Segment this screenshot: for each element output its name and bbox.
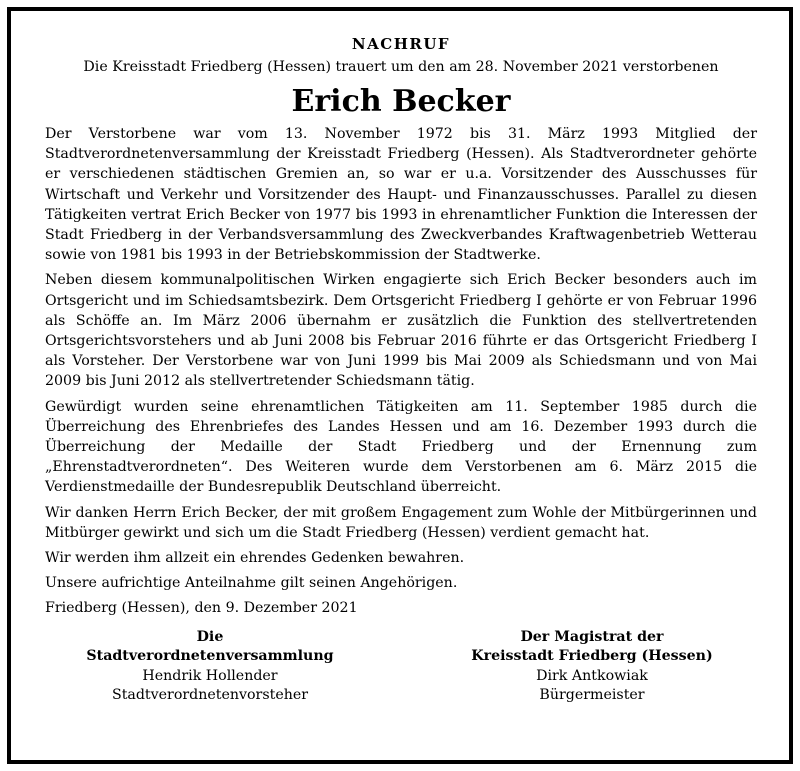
paragraph-court: Neben diesem kommunalpolitischen Wirken engagierte sich Erich Becker besonders auch im Ortsgericht und im Schiedsamtsbezirk. Dem Ortsgericht Friedberg I gehörte er von Februar 1996 als Schöffe an. Im März 2006 übernahm er zusätzlich die Funktion des stellvertretenden Ortsgerichtsvorstehers und ab Juni 2008 bis Februar 2016 führte er das Ortsgericht Friedberg I als Vorsteher. Der Verstorbene war von Juni 1999 bis Mai 2009 als Schiedsmann und von Mai 2009 bis Juni 2012 als stellvertretender Schiedsmann tätig. (45, 272, 757, 390)
signature-person: Dirk Antkowiak (536, 667, 648, 684)
notice-heading: NACHRUF (351, 35, 451, 53)
signature-magistrate (427, 628, 757, 706)
signature-role: Bürgermeister (539, 687, 645, 704)
signature-org-line2: Kreisstadt Friedberg (Hessen) (471, 648, 713, 665)
signature-org-line1: Der Magistrat der (520, 628, 664, 645)
obituary-notice (45, 32, 757, 706)
place-date: Friedberg (Hessen), den 9. Dezember 2021 (45, 600, 358, 617)
paragraph-thanks: Wir danken Herrn Erich Becker, der mit großem Engagement zum Wohle der Mitbürgerinnen und Mitbürger gewirkt und sich um die Stadt Friedberg (Hessen) verdient gemacht hat. (45, 504, 757, 541)
paragraph-honors: Gewürdigt wurden seine ehrenamtlichen Tätigkeiten am 11. September 1985 durch die Überreichung des Ehrenbriefes des Landes Hessen und am 16. Dezember 1993 durch die Überreichung der Medaille der Stadt Friedberg und der Ernennung zum „Ehrenstadtverordneten“. Des Weiteren wurde dem Verstorbenen am 6. März 2015 die Verdienstmedaille der Bundesrepublik Deutschland überreicht. (45, 398, 757, 496)
paragraph-career: Der Verstorbene war vom 13. November 1972 bis 31. März 1993 Mitglied der Stadtverordnetenversammlung der Kreisstadt Friedberg (Hessen). Als Stadtverordneter gehörte er verschiedenen städtischen Gremien an, so war er u.a. Vorsitzender des Ausschusses für Wirtschaft und Verkehr und Vorsitzender des Haupt- und Finanzausschusses. Parallel zu diesen Tätigkeiten vertrat Erich Becker von 1977 bis 1993 in ehrenamtlicher Funktion die Interessen der Stadt Friedberg in der Verbandsversammlung des Zweckverbandes Kraftwagenbetrieb Wetterau sowie von 1981 bis 1993 in der Betriebskommission der Stadtwerke. (45, 126, 757, 264)
intro-line: Die Kreisstadt Friedberg (Hessen) trauert um den am 28. November 2021 verstorbenen (83, 59, 719, 75)
signature-person: Hendrik Hollender (142, 667, 278, 684)
signature-org-line1: Die (196, 628, 224, 645)
paragraph-condolence: Unsere aufrichtige Anteilnahme gilt seinen Angehörigen. (45, 575, 458, 592)
signature-role: Stadtverordnetenvorsteher (111, 687, 309, 704)
signature-row (45, 628, 757, 706)
signature-org-line2: Stadtverordnetenversammlung (86, 648, 334, 665)
signature-council (45, 628, 375, 706)
deceased-name: Erich Becker (291, 84, 511, 119)
paragraph-remembrance: Wir werden ihm allzeit ein ehrendes Gedenken bewahren. (45, 550, 465, 567)
